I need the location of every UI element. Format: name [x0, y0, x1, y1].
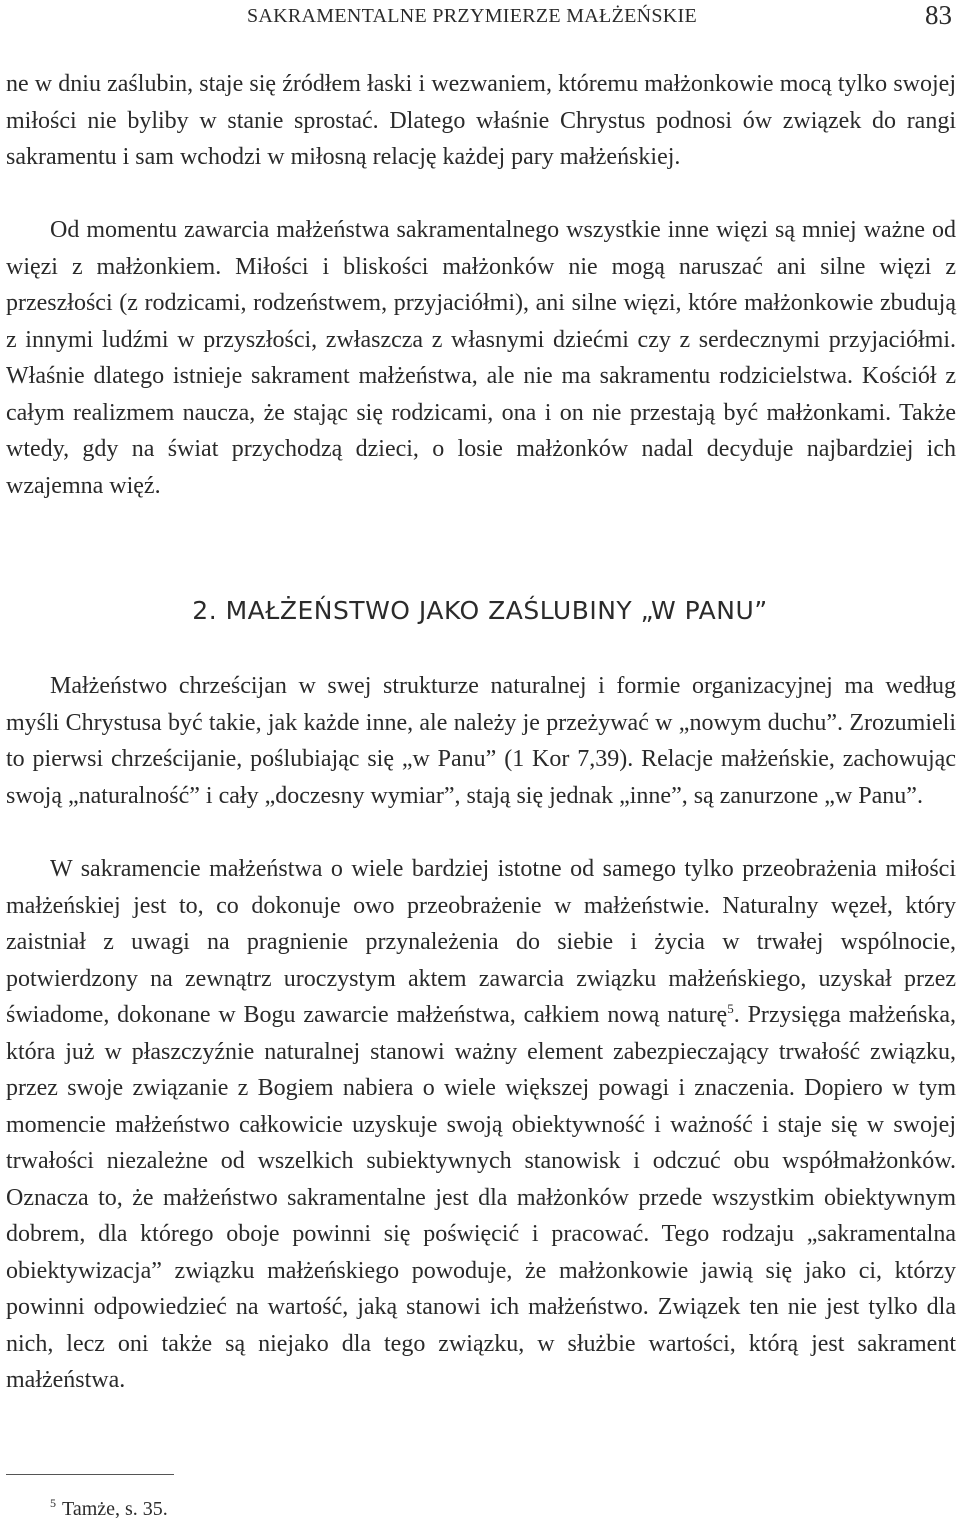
- footnote-text: Tamże, s. 35.: [62, 1498, 168, 1520]
- section-heading: 2. MAŁŻEŃSTWO JAKO ZAŚLUBINY „W PANU”: [192, 596, 768, 625]
- footnote: [50, 1498, 168, 1521]
- running-title: SAKRAMENTALNE PRZYMIERZE MAŁŻEŃSKIE: [247, 5, 697, 27]
- paragraph-4-text-part-2: . Przysięga małżeńska, która już w płaszczyźnie naturalnej stanowi ważny element zabezpieczający trwałość związku, przez swoje związanie z Bogiem nabiera o wiele większej powagi i znaczenia. Dopiero w tym momencie małżeństwo całkowicie uzyskuje swoją obiektywność i ważność i staje się w swojej trwałości niezależne od wszelkich subiektywnych stanowisk i odczuć obu współmałżonków. Oznacza to, że małżeństwo sakramentalne jest dla małżonków przede wszystkim obiektywnym dobrem, dla którego oboje powinni się poświęcić i pracować. Tego rodzaju „sakramentalna obiektywizacja” związku małżeńskiego powoduje, że małżonkowie jawią się jako ci, którzy powinni odpowiedzieć na wartość, jaką stanowi ich małżeństwo. Związek ten nie jest tylko dla nich, lecz oni także są niejako dla tego związku, w służbie wartości, którą jest sakrament małżeństwa.: [6, 1002, 957, 1393]
- footnote-separator: [6, 1474, 174, 1475]
- footnote-reference[interactable]: 5: [727, 1001, 734, 1016]
- paragraph-4-text-part-1: W sakramencie małżeństwa o wiele bardziej istotne od samego tylko przeobrażenia miłości małżeńskiej jest to, co dokonuje owo przeobrażenie w małżeństwie. Naturalny węzeł, który zaistniał z uwagi na pragnienie przynależenia do siebie i życia w trwałej wspólnocie, potwierdzony na zewnątrz uroczystym aktem zawarcia związku małżeńskiego, uzyskał przez świadome, dokonane w Bogu zawarcie małżeństwa, całkiem nową naturę: [6, 856, 956, 1028]
- footnote-number: 5: [50, 1496, 56, 1511]
- paragraph-1: ne w dniu zaślubin, staje się źródłem łaski i wezwaniem, któremu małżonkowie mocą tylko swojej miłości nie byliby w stanie sprostać. Dlatego właśnie Chrystus podnosi ów związek do rangi sakramentu i sam wchodzi w miłosną relację każdej pary małżeńskiej.: [6, 71, 956, 170]
- running-header: [0, 0, 960, 36]
- paragraph-2: Od momentu zawarcia małżeństwa sakramentalnego wszystkie inne więzi są mniej ważne od więzi z małżonkiem. Miłości i bliskości małżonków nie mogą naruszać ani silne więzi z przeszłości (z rodzicami, rodzeństwem, przyjaciółmi), ani silne więzi, które małżonkowie zbudują z innymi ludźmi w przyszłości, zwłaszcza z własnymi dziećmi czy z serdecznymi przyjaciółmi. Właśnie dlatego istnieje sakrament małżeństwa, ale nie ma sakramentu rodzicielstwa. Kościół z całym realizmem naucza, że stając się rodzicami, ona i on nie przestają być małżonkami. Także wtedy, gdy na świat przychodzą dzieci, o losie małżonków nadal decyduje najbardziej ich wzajemna więź.: [6, 217, 956, 499]
- page-number: 83: [925, 0, 952, 30]
- paragraph-3: Małżeństwo chrześcijan w swej strukturze naturalnej i formie organizacyjnej ma według myśli Chrystusa być takie, jak każde inne, ale należy je przeżywać w „nowym duchu”. Zrozumieli to pierwsi chrześcijanie, poślubiając się „w Panu” (1 Kor 7,39). Relacje małżeńskie, zachowując swoją „naturalność” i cały „doczesny wymiar”, stają się jednak „inne”, są zanurzone „w Panu”.: [6, 673, 956, 809]
- paragraph-4: [6, 851, 956, 1399]
